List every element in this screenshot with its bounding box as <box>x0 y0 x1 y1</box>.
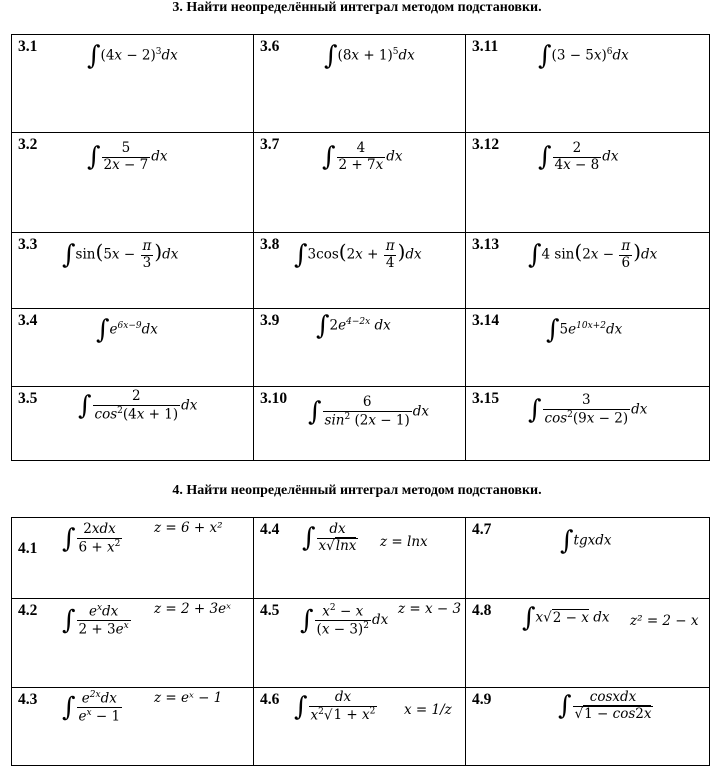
problem-cell <box>466 599 710 688</box>
substitution-hint: x = 1/z <box>404 702 452 718</box>
problem-number: 4.9 <box>472 691 492 708</box>
problem-number: 3.7 <box>260 136 280 153</box>
problem-number: 4.7 <box>472 521 492 538</box>
problem-number: 3.12 <box>472 136 500 153</box>
substitution-hint: z = 6 + x² <box>154 520 223 536</box>
substitution-hint: z = eˣ − 1 <box>154 690 223 706</box>
problem-number: 3.6 <box>260 38 280 55</box>
substitution-hint: z = x − 3 <box>398 601 462 617</box>
problem-number: 4.4 <box>260 521 280 538</box>
substitution-hint: z = 2 + 3eˣ <box>154 601 231 617</box>
problem-number: 3.14 <box>472 312 500 329</box>
problem-cell <box>254 133 466 233</box>
problem-cell <box>254 518 466 599</box>
problem-number: 3.10 <box>260 390 288 407</box>
section4-title: 4. Найти неопределённый интеграл методом подстановки. <box>172 483 542 498</box>
problem-number: 3.4 <box>18 312 38 329</box>
problem-number: 3.13 <box>472 236 500 253</box>
problem-number: 3.11 <box>472 38 499 55</box>
problem-number: 4.2 <box>18 602 38 619</box>
problem-cell <box>12 518 254 599</box>
integral-expression: $\int 5e^{10x+2}dx$ <box>546 315 623 345</box>
problem-cell <box>466 518 710 599</box>
integral-expression: $\int e^{6x-9}dx$ <box>96 315 158 345</box>
problem-number: 3.15 <box>472 390 500 407</box>
section3-table <box>11 34 710 461</box>
integral-expression: ∫4 sin(2x − $\frac{\pi}{6}$ )dx <box>528 238 658 271</box>
integral-expression: ∫ $\frac{2}{4x - 8}$ dx <box>538 140 619 173</box>
substitution-hint: z = lnx <box>380 534 428 550</box>
integral-expression: $\int(3 - 5x)^6dx$ <box>538 41 629 71</box>
problem-cell <box>254 309 466 387</box>
integral-expression: $\int(8x + 1)^5dx$ <box>324 41 415 71</box>
problem-cell <box>466 233 710 309</box>
problem-cell <box>466 688 710 766</box>
problem-number: 3.2 <box>18 136 38 153</box>
problem-cell <box>466 133 710 233</box>
problem-number: 4.6 <box>260 691 280 708</box>
integral-expression: $\int 2e^{4-2x}$ dx <box>316 311 391 341</box>
problem-number: 4.3 <box>18 691 38 708</box>
problem-number: 3.9 <box>260 312 280 329</box>
problem-cell <box>12 688 254 766</box>
problem-number: 4.5 <box>260 602 280 619</box>
problem-cell <box>254 387 466 461</box>
problem-cell <box>254 599 466 688</box>
problem-cell <box>466 35 710 133</box>
section4-table <box>11 517 710 766</box>
problem-cell <box>12 387 254 461</box>
integral-expression: $\int(4x - 2)^3dx$ <box>87 41 178 71</box>
problem-cell <box>254 35 466 133</box>
problem-cell <box>466 309 710 387</box>
integral-expression: ∫ $\frac{4}{2 + 7x}$ dx <box>322 140 403 173</box>
integral-expression: ∫ $\frac{2}{\cos^2(4x + 1)}$ dx <box>78 388 198 423</box>
problem-cell <box>254 688 466 766</box>
integral-expression: ∫ $\frac{6}{\sin^2 (2x - 1)}$ dx <box>308 394 430 429</box>
problem-number: 3.1 <box>18 38 38 55</box>
integral-expression: ∫ $\frac{e^xdx}{2 + 3e^x}$ <box>62 603 129 638</box>
problem-cell <box>12 233 254 309</box>
integral-expression: ∫ $\frac{dx}{x√\ln x}$ <box>302 521 357 554</box>
integral-expression: ∫ $\frac{\text{cosxdx}}{√1 - \cos 2x}$ <box>558 689 652 722</box>
problem-cell <box>12 133 254 233</box>
problem-number: 4.1 <box>18 540 38 557</box>
problem-cell <box>466 387 710 461</box>
integral-expression: ∫sin(5x − $\frac{\pi}{3}$ )dx <box>62 238 179 271</box>
problem-number: 3.5 <box>18 390 38 407</box>
integral-expression: ∫3cos(2x + $\frac{\pi}{4}$ )dx <box>294 238 422 271</box>
problem-number: 4.8 <box>472 602 492 619</box>
section3-title: 3. Найти неопределённый интеграл методом подстановки. <box>172 0 542 15</box>
integral-expression: ∫ $\frac{3}{\cos^2(9x - 2)}$ dx <box>528 392 648 427</box>
problem-cell <box>254 233 466 309</box>
integral-expression: ∫ $\frac{\text{2xdx}}{6 + x^2}$ <box>62 521 121 556</box>
integral-expression: ∫tgxdx <box>560 526 612 556</box>
integral-expression: ∫ $\frac{5}{2x - 7}$ dx <box>87 140 168 173</box>
problem-number: 3.3 <box>18 236 38 253</box>
problem-cell <box>12 35 254 133</box>
integral-expression: ∫ $\frac{dx}{x^2√1 + x^2}$ <box>294 689 376 724</box>
problem-number: 3.8 <box>260 236 280 253</box>
problem-cell <box>12 309 254 387</box>
integral-expression: ∫x√2 − x dx <box>522 603 610 633</box>
integral-expression: ∫ $\frac{x^2 - x}{(x - 3)^2}$ dx <box>300 603 389 638</box>
problem-cell <box>12 599 254 688</box>
substitution-hint: z² = 2 − x <box>630 613 699 629</box>
integral-expression: ∫ $\frac{e^{2x}dx}{e^x - 1}$ <box>62 690 121 725</box>
